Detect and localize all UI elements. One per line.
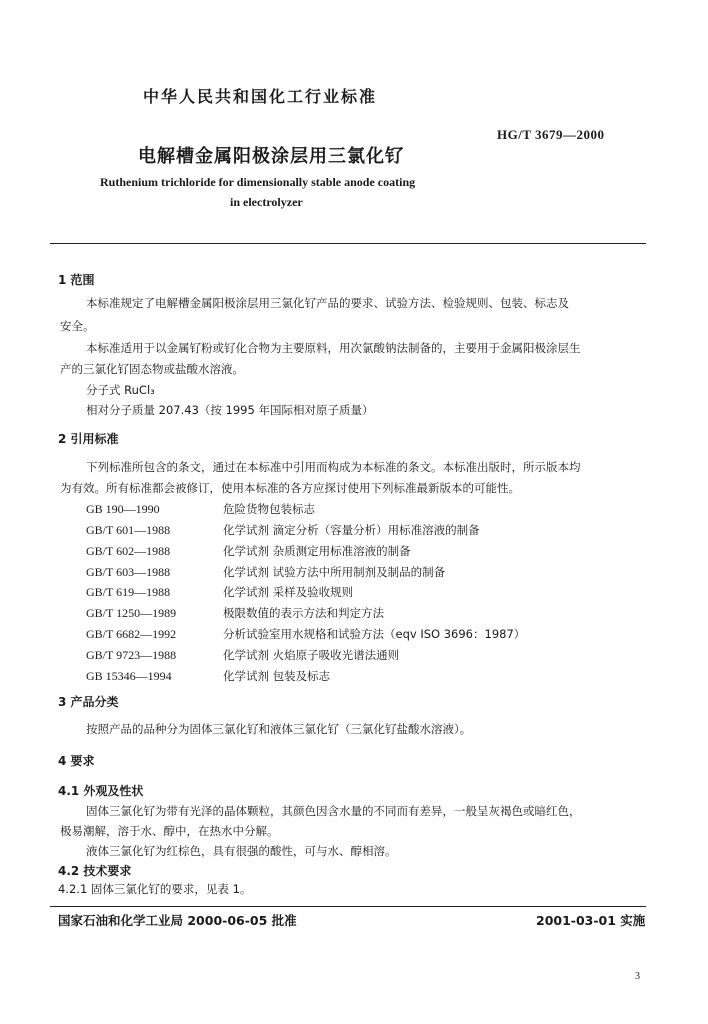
reference-title: 化学试剂 采样及验收规则: [223, 585, 354, 599]
section-1-para-2: 本标准适用于以金属钌粉或钌化合物为主要原料，用次氯酸钠法制备的，主要用于金属阳极涂层生: [86, 341, 581, 355]
footer-rule: [50, 906, 646, 907]
standard-title: 中华人民共和国化工行业标准: [143, 87, 378, 106]
effective-date: 2001-03-01 实施: [536, 913, 646, 928]
reference-code: GB/T 6682—1992: [86, 627, 177, 641]
reference-code: GB/T 603—1988: [86, 565, 171, 579]
header-rule: [50, 243, 646, 244]
standard-code: HG/T 3679—2000: [497, 127, 605, 142]
reference-item: [86, 564, 445, 580]
reference-title: 化学试剂 包装及标志: [223, 669, 331, 683]
section-1-para-1: 本标准规定了电解槽金属阳极涂层用三氯化钌产品的要求、试验方法、检验规则、包装、标志及: [86, 296, 569, 310]
approval-line: 国家石油和化学工业局 2000-06-05 批准: [58, 913, 297, 928]
reference-code: GB 190—1990: [86, 502, 160, 516]
reference-item: [86, 605, 384, 621]
english-title-line2: in electrolyzer: [230, 195, 303, 209]
section-1-para-2-cont: 产的三氯化钌固态物或盐酸水溶液。: [60, 362, 244, 376]
reference-title: 化学试剂 滴定分析（容量分析）用标准溶液的制备: [223, 523, 480, 537]
english-title-line1: Ruthenium trichloride for dimensionally stable anode coating: [100, 175, 416, 189]
reference-code: GB 15346—1994: [86, 669, 172, 683]
reference-title: 化学试剂 杂质测定用标准溶液的制备: [223, 544, 411, 558]
reference-title: 化学试剂 火焰原子吸收光谱法通则: [223, 648, 400, 662]
reference-code: GB/T 619—1988: [86, 585, 171, 599]
reference-title: 分析试验室用水规格和试验方法（eqv ISO 3696：1987）: [223, 627, 526, 641]
reference-code: GB/T 602—1988: [86, 544, 171, 558]
reference-item: [86, 626, 525, 642]
reference-item: [86, 647, 399, 663]
reference-title: 化学试剂 试验方法中所用制剂及制品的制备: [223, 565, 446, 579]
section-3-para-1: 按照产品的品种分为固体三氯化钌和液体三氯化钌（三氯化钌盐酸水溶液）。: [86, 722, 472, 736]
section-2-heading: 2 引用标准: [58, 432, 119, 446]
molecular-mass: 相对分子质量 207.43（按 1995 年国际相对原子质量）: [86, 403, 374, 417]
reference-code: GB/T 9723—1988: [86, 648, 177, 662]
reference-item: [86, 543, 411, 559]
reference-code: GB/T 1250—1989: [86, 606, 177, 620]
section-2-para-1: 下列标准所包含的条文，通过在本标准中引用而构成为本标准的条文。本标准出版时，所示版本均: [86, 460, 581, 474]
section-1-para-1-cont: 安全。: [60, 319, 95, 333]
subsection-4-2-heading: 4.2 技术要求: [58, 864, 132, 878]
reference-code: GB/T 601—1988: [86, 523, 171, 537]
reference-item: [86, 668, 330, 684]
document-title: 电解槽金属阳极涂层用三氯化钌: [138, 146, 404, 167]
subsection-4-1-heading: 4.1 外观及性状: [58, 784, 144, 798]
reference-title: 危险货物包装标志: [223, 502, 315, 516]
reference-item: [86, 522, 480, 538]
molecular-formula: 分子式 RuCl₃: [86, 383, 155, 397]
reference-item: [86, 501, 315, 517]
section-1-heading: 1 范围: [58, 273, 95, 287]
reference-item: [86, 584, 353, 600]
reference-title: 极限数值的表示方法和判定方法: [223, 606, 384, 620]
section-4-heading: 4 要求: [58, 754, 95, 768]
page-number: 3: [635, 971, 640, 982]
subsection-4-2-1: 4.2.1 固体三氯化钌的要求，见表 1。: [58, 882, 252, 896]
section-4-para-2: 液体三氯化钌为红棕色，具有很强的酸性，可与水、醇相溶。: [86, 844, 397, 858]
section-4-para-1-cont: 极易潮解，溶于水、醇中，在热水中分解。: [60, 824, 279, 838]
section-2-para-1-cont: 为有效。所有标准都会被修订，使用本标准的各方应探讨使用下列标准最新版本的可能性。: [60, 481, 520, 495]
section-4-para-1: 固体三氯化钌为带有光泽的晶体颗粒，其颜色因含水量的不同而有差异，一般呈灰褐色或暗红色，: [86, 804, 581, 818]
section-3-heading: 3 产品分类: [58, 695, 119, 709]
